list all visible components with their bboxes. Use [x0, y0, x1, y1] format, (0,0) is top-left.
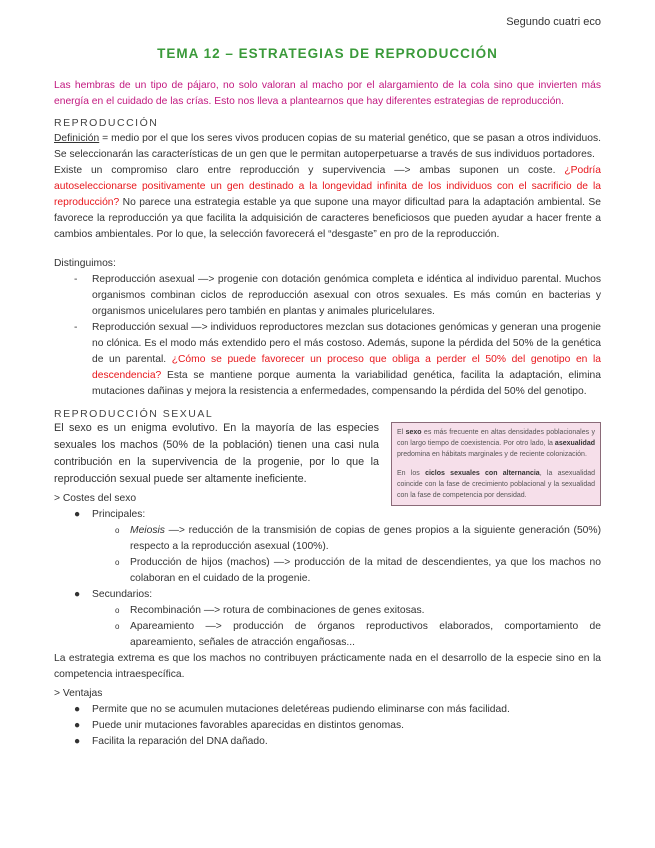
text: Reproducción sexual —> individuos reproductores mezclan sus dotaciones genómicas y generan una progenie no clónica. Es el modo más extendido pero el más costoso. Además, supone la pérdida del 50% de la genética de un parental.: [92, 322, 601, 365]
list-item: [54, 320, 601, 400]
list-item: o Apareamiento —> producción de órganos reproductivos elaborados, comportamiento de apareamiento, señales de atracción engañosas...: [115, 621, 601, 648]
text: No parece una estrategia estable ya que supone una mayor dificultad para la adaptación ambiental. Se favorece la reproducción ya que facilita la adquisición de caracteres beneficiosos que pueden ayudar a hacer frente a cambios ambientales. Por lo que, la selección favorecerá el “desgaste” en pro de la reproducción.: [54, 197, 601, 240]
reproduction-list: [54, 272, 601, 400]
costes-list: [54, 507, 601, 651]
sexual-intro: El sexo es un enigma evolutivo. En la mayoría de las especies sexuales los machos (50% de la población) tienen una casi nula contribución en la supervivencia de la progenie, por lo que la reproducción sexual puede ser altamente ineficiente.: [54, 422, 379, 485]
definition-text: = medio por el que los seres vivos producen copias de su material genético, que se pasan a otros individuos. Se seleccionarán las características de un gen que le permitan autoperpetuarse a través de sus individuos portadores.: [54, 133, 601, 160]
page-header: Segundo cuatri eco: [506, 16, 601, 28]
note-text: El sexo es más frecuente en altas densidades poblacionales y con largo tiempo de coexistencia. Por otro lado, la asexualidad predomina en hábitats marginales y de reciente colonización.: [397, 429, 595, 458]
ventajas-list: [54, 702, 601, 750]
section-heading: REPRODUCCIÓN SEXUAL: [54, 408, 214, 420]
list-item: o Recombinación —> rotura de combinaciones de genes exitosas.: [115, 605, 425, 616]
list-item: - Reproducción asexual —> progenie con dotación genómica completa e idéntica al individuo parental. Muchos organismos combinan ciclos de reproducción asexual con otros sexuales. Es más común en bacterias y organismos unicelulares pero también en plantas y animales pluricelulares.: [54, 272, 601, 320]
list-item: ● Facilita la reparación del DNA dañado.: [74, 736, 268, 747]
intro-paragraph: Las hembras de un tipo de pájaro, no solo valoran al macho por el alargamiento de la cola sino que invierten más energía en el cuidado de las crías. Esto nos lleva a plantearnos que hay diferentes estrategias de reproducción.: [54, 80, 601, 107]
list-item: o Producción de hijos (machos) —> producción de la mitad de descendientes, ya que los machos no colaboran en el cuidado de la progenie.: [115, 557, 601, 584]
list-item: o Meiosis —> reducción de la transmisión de copias de genes propios a la siguiente generación (50%) respecto a la reproducción asexual (100%).: [115, 525, 601, 552]
list-item: ● Permite que no se acumulen mutaciones deletéreas pudiendo eliminarse con más facilidad.: [74, 704, 510, 715]
definition-paragraph: [54, 131, 601, 163]
list-item: ● Puede unir mutaciones favorables aparecidas en distintos genomas.: [74, 720, 404, 731]
note-text: En los ciclos sexuales con alternancia, la asexualidad coincide con la fase de crecimiento poblacional y la sexualidad con la fase de competencia por densidad.: [397, 470, 595, 499]
text: Existe un compromiso claro entre reproducción y supervivencia —> ambas suponen un coste.: [54, 165, 565, 176]
extreme-strategy-paragraph: La estrategia extrema es que los machos no contribuyen prácticamente nada en el desarrollo de la especie sino en la competencia intraespecífica.: [54, 653, 601, 680]
section-heading: REPRODUCCIÓN: [54, 117, 159, 129]
list-item: ● Principales: o Meiosis —> reducción de la transmisión de copias de genes propios a la siguiente generación (50%) respecto a la reproducción asexual (100%). o Producción de hijos (machos) —> producción de la mitad de descendientes, ya que los machos no colaboran en el cuidado de la progenie.: [54, 507, 601, 587]
distinguimos-label: Distinguimos:: [54, 258, 116, 269]
note-box: [391, 422, 601, 506]
ventajas-label: > Ventajas: [54, 688, 103, 699]
text: Esta se mantiene porque aumenta la variabilidad genética, facilita la adaptación, elimina mutaciones dañinas y mejora la resistencia a enfermedades, compensando la pérdida del 50% del genotipo.: [92, 370, 601, 397]
question: ¿Cómo se puede favorecer un proceso que obliga a perder el 50% del genotipo en la descendencia?: [92, 354, 601, 381]
page-title: TEMA 12 – ESTRATEGIAS DE REPRODUCCIÓN: [157, 46, 498, 61]
compromise-paragraph: [54, 163, 601, 243]
question: ¿Podría autoseleccionarse positivamente un gen destinado a la longevidad infinita de los individuos con el sacrificio de la reproducción?: [54, 165, 601, 208]
costes-label: > Costes del sexo: [54, 493, 137, 504]
list-item: ● Secundarios: o Recombinación —> rotura de combinaciones de genes exitosas. o Apareamiento —> producción de órganos reproductivos elaborados, comportamiento de apareamiento, señales de atracción engañosas...: [54, 587, 601, 651]
definition-label: Definición: [54, 133, 100, 144]
